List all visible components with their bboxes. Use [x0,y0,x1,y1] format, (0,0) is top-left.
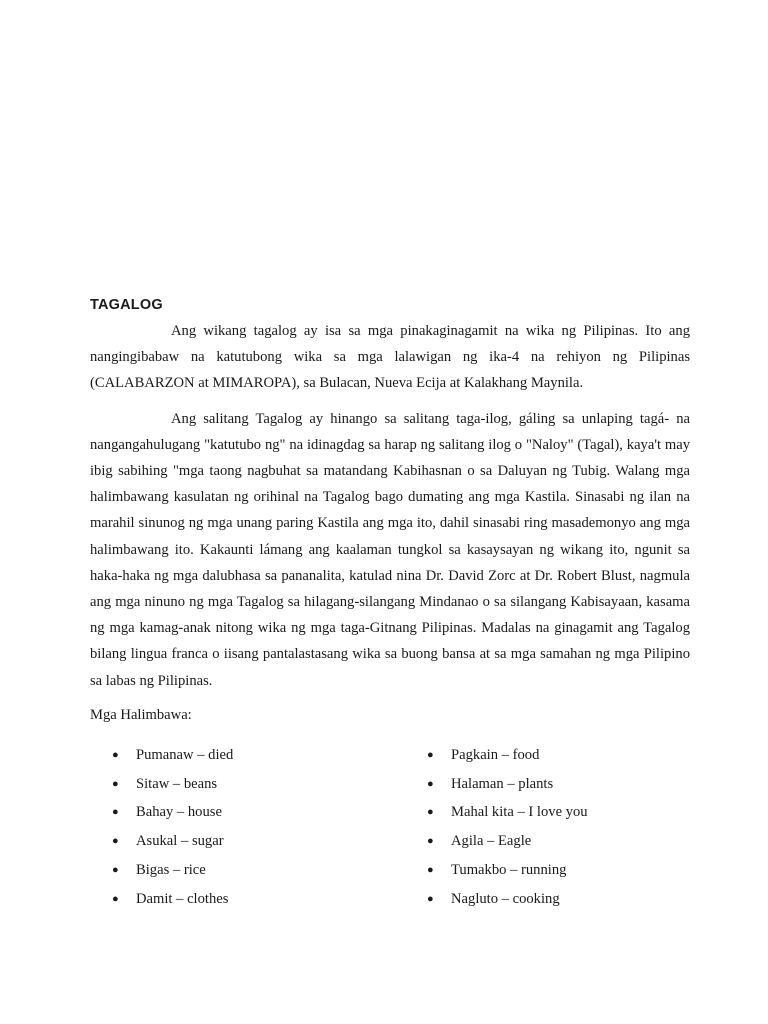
list-item [112,770,233,799]
bullet-icon: ● [427,864,434,877]
paragraph-history: Ang salitang Tagalog ay hinango sa salitang taga-ilog, gáling sa unlaping tagá- na nangangahulugang "katutubo ng" na idinagdag sa harap ng salitang ilog o "Naloy" (Tagal), kaya't may ibig sabihing "mga taong nagbuhat sa matandang Kabihasnan o sa Daluyan ng Tubig. Walang mga halimbawang kasulatan ng orihinal na Tagalog bago dumating ang mga Kastila. Sinasabi ng ilan na marahil sinunog ng mga unang paring Kastila ang mga ito, dahil sinasabi ring masademonyo ang mga halimbawang ito. Kakaunti lámang ang kaalaman tungkol sa kasaysayan ng wikang ito, ngunit sa haka-haka ng mga dalubhasa sa pananalita, katulad nina Dr. David Zorc at Dr. Robert Blust, nagmula ang mga ninuno ng mga Tagalog sa hilagang-silangang Mindanao o sa silangang Kabisayaan, kasama ng mga kamag-anak nitong wika ng mga taga-Gitnang Pilipinas. Madalas na ginagamit ang Tagalog bilang lingua franca o iisang pantalastasang wika sa buong bansa at sa mga samahan ng mga Pilipino sa labas ng Pilipinas. [90,410,690,689]
examples-list-right [427,741,588,914]
list-item [112,827,233,856]
list-item-text: Asukal – sugar [136,833,224,850]
list-item [112,798,233,827]
bullet-icon: ● [427,892,434,905]
list-item-text: Bigas – rice [136,862,206,879]
list-item [112,885,233,914]
document-page [90,293,690,911]
list-item-text: Tumakbo – running [451,862,567,879]
list-item-text: Nagluto – cooking [451,890,560,907]
list-item [427,856,588,885]
list-item-text: Bahay – house [136,804,222,821]
list-item-text: Agila – Eagle [451,833,532,850]
examples-lists [90,741,690,911]
list-item-text: Damit – clothes [136,890,229,907]
bullet-icon: ● [112,777,119,790]
list-item-text: Pumanaw – died [136,746,234,763]
document-title: TAGALOG [90,297,163,313]
bullet-icon: ● [112,864,119,877]
bullet-icon: ● [112,892,119,905]
bullet-icon: ● [427,835,434,848]
bullet-icon: ● [112,806,119,819]
list-item [427,741,588,770]
bullet-icon: ● [427,748,434,761]
bullet-icon: ● [427,806,434,819]
list-item-text: Mahal kita – I love you [451,804,588,821]
list-item [112,856,233,885]
list-item [427,798,588,827]
bullet-icon: ● [112,748,119,761]
bullet-icon: ● [427,777,434,790]
paragraph-intro: Ang wikang tagalog ay isa sa mga pinakaginagamit na wika ng Pilipinas. Ito ang nangingibabaw na katutubong wika sa mga lalawigan ng ika-4 na rehiyon ng Pilipinas (CALABARZON at MIMAROPA), sa Bulacan, Nueva Ecija at Kalakhang Maynila. [90,323,690,392]
list-item [427,885,588,914]
list-item [427,827,588,856]
list-item-text: Sitaw – beans [136,775,218,792]
list-item-text: Halaman – plants [451,775,554,792]
list-item [427,770,588,799]
list-item [112,741,233,770]
examples-heading: Mga Halimbawa: [90,706,192,723]
examples-list-left [112,741,233,914]
bullet-icon: ● [112,835,119,848]
list-item-text: Pagkain – food [451,746,540,763]
